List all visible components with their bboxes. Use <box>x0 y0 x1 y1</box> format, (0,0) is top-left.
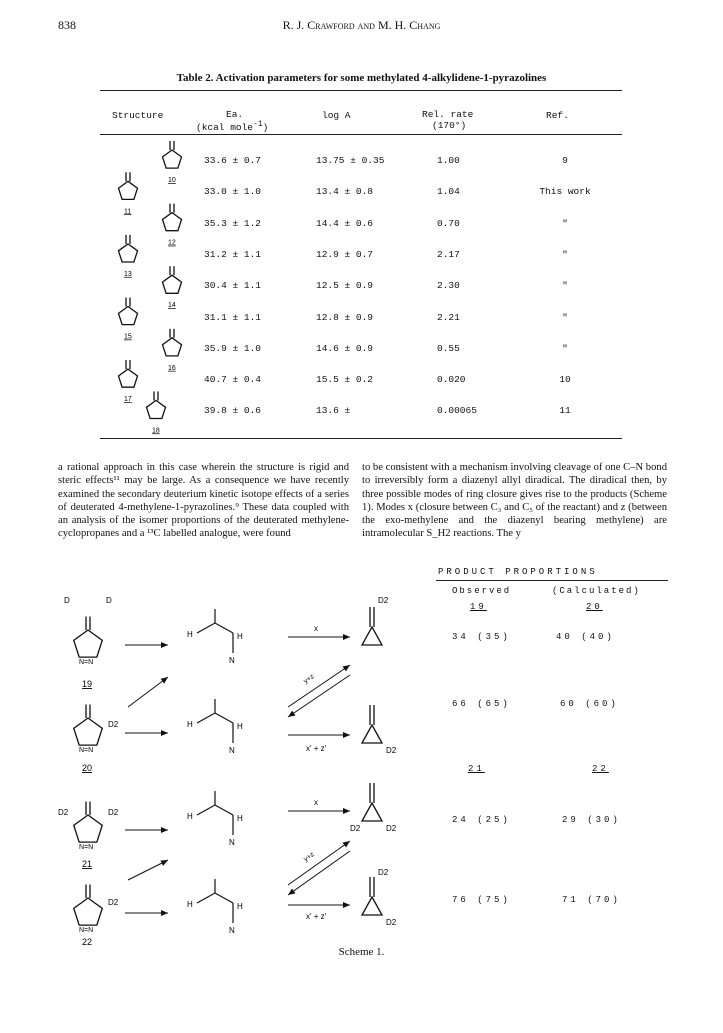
table-caption: Table 2. Activation parameters for some methylated 4-alkylidene-1-pyrazolines <box>176 72 547 84</box>
body-text-left: a rational approach in this case wherein the structure is rigid and steric effects¹¹ may be large. As a consequence we have recently examined the secondary deuterium kinetic isotope effects of a series of deuterated 4-methylene-1-pyrazolines.⁹ These data coupled with an analysis of the isomer proportions of the deuterated methylene-cyclopropanes and a ¹³C labelled analogue, were found <box>58 462 349 540</box>
pyrazoline-ring <box>162 213 181 231</box>
product-proportions-header: PRODUCT PROPORTIONS <box>438 567 598 577</box>
cell-rel-rate: 2.21 <box>437 311 460 323</box>
pyrazoline-ring <box>118 244 137 262</box>
atom-d: D <box>106 596 112 605</box>
cell-log-a: 13.4 ± 0.8 <box>316 186 374 198</box>
col-ea: Ea. <box>226 109 244 120</box>
calc-value-cyclopropane-3: 29 (30) <box>562 815 621 825</box>
pyrazoline-ring <box>74 898 103 925</box>
nn-label: N=N <box>79 659 94 666</box>
arrow-y-1 <box>288 665 350 707</box>
cell-ea: 30.4 ± 1.1 <box>204 280 262 292</box>
obs-value-cyclopropane-2: 66 (65) <box>452 699 511 709</box>
compound-label: 18 <box>152 427 160 435</box>
arrow-19-diag-head <box>161 677 168 684</box>
cell-ref: " <box>562 280 568 292</box>
arrow-xz-1-head <box>343 732 350 738</box>
arrow-22-head <box>161 910 168 916</box>
arrow-xz-2-head <box>343 902 350 908</box>
scheme-caption: Scheme 1. <box>338 946 385 958</box>
cell-rel-rate: 0.00065 <box>437 405 477 417</box>
cell-ea: 33.6 ± 0.7 <box>204 155 262 166</box>
pyrazoline-ring <box>162 150 181 168</box>
atom-d2: D2 <box>378 596 389 605</box>
atom-d2: D2 <box>108 808 119 817</box>
atom-d2: D2 <box>108 720 119 729</box>
calc-compound-20: 20 <box>586 602 603 612</box>
atom-d: D <box>64 596 70 605</box>
obs-value-cyclopropane-3: 24 (25) <box>452 815 511 825</box>
obs-value-cyclopropane-1: 34 (35) <box>452 632 511 642</box>
compound-label: 15 <box>124 333 132 341</box>
cell-rel-rate: 0.70 <box>437 217 460 229</box>
cell-rel-rate: 2.17 <box>437 248 460 260</box>
intermediate-c-n: N <box>229 838 235 847</box>
atom-d2: D2 <box>58 808 69 817</box>
product-4-ring <box>362 897 382 915</box>
scheme-drawing <box>50 575 450 945</box>
cell-log-a: 12.5 ± 0.9 <box>316 280 374 292</box>
compound-20-label: 20 <box>82 763 93 773</box>
intermediate-c-h: H <box>237 814 243 823</box>
atom-d2: D2 <box>108 898 119 907</box>
cell-log-a: 12.9 ± 0.7 <box>316 248 374 260</box>
cell-rel-rate: 0.55 <box>437 342 460 354</box>
obs-compound-21: 21 <box>468 764 485 774</box>
product-1-ring <box>362 627 382 645</box>
cell-ref: " <box>562 248 568 260</box>
cell-ref: 11 <box>559 405 571 417</box>
label-xz: x' + z' <box>306 744 327 753</box>
intermediate-a-n: N <box>229 656 235 665</box>
arrow-x-2-head <box>343 808 350 814</box>
compound-label: 10 <box>168 177 176 184</box>
atom-d2: D2 <box>378 868 389 877</box>
intermediate-c-h: H <box>187 812 193 821</box>
compound-19-label: 19 <box>82 679 93 689</box>
cell-rel-rate: 2.30 <box>437 280 460 292</box>
arrow-y-2b-head <box>288 889 295 895</box>
atom-d2: D2 <box>386 824 397 833</box>
calculated-label: (Calculated) <box>552 586 641 596</box>
obs-compound-19: 19 <box>470 602 487 612</box>
table-bottom-rule <box>100 438 622 439</box>
intermediate-a-h: H <box>187 630 193 639</box>
compound-21-label: 21 <box>82 859 93 869</box>
compound-label: 17 <box>124 396 132 404</box>
calc-value-cyclopropane-1: 40 (40) <box>556 632 615 642</box>
intermediate-b-h: H <box>237 722 243 731</box>
col-structure: Structure <box>112 110 164 121</box>
cell-log-a: 12.8 ± 0.9 <box>316 311 374 323</box>
page-number: 838 <box>58 18 76 32</box>
intermediate-b-n: N <box>229 746 235 755</box>
cell-log-a: 13.75 ± 0.35 <box>316 155 385 166</box>
running-head: R. J. Crawford and M. H. Chang <box>282 18 441 32</box>
col-loga: log A <box>322 110 351 121</box>
arrow-y-1b <box>288 675 350 717</box>
cell-ea: 31.2 ± 1.1 <box>204 248 262 260</box>
calc-value-cyclopropane-4: 71 (70) <box>562 895 621 905</box>
pyrazoline-ring <box>74 630 103 657</box>
product-2-ring <box>362 725 382 743</box>
intermediate-b-allyl <box>197 713 233 723</box>
table-structures <box>100 138 200 438</box>
pyrazoline-ring <box>118 307 137 325</box>
cell-ref: " <box>562 342 568 354</box>
compound-label: 16 <box>168 364 176 372</box>
body-text-right: to be consistent with a mechanism involving cleavage of one C–N bond to irreversibly form a diazenyl allyl diradical. The diradical then, by three possible modes of ring closure gives rise to the products (Scheme 1). Modes x (closure between C₃ and C₅ of the reactant) and z (between the exo-methylene and the diazenyl bearing methylene) are intramolecular S_H2 reactions. The y <box>362 462 667 540</box>
col-rel-sub: (170°) <box>432 120 467 131</box>
cell-ref: This work <box>539 186 591 198</box>
pyrazoline-ring <box>74 815 103 842</box>
arrow-21-head <box>161 827 168 833</box>
product-3-ring <box>362 803 382 821</box>
intermediate-a-allyl <box>197 623 233 633</box>
col-rel: Rel. rate <box>422 109 474 120</box>
col-ea-unit: (kcal mole$^{-1}$) <box>196 120 269 134</box>
pyrazoline-ring <box>162 275 181 293</box>
arrow-y-1b-head <box>288 711 295 717</box>
cell-ref: 9 <box>562 155 568 166</box>
arrow-x-1-head <box>343 634 350 640</box>
intermediate-a-h: H <box>237 632 243 641</box>
cell-ref: " <box>562 311 568 323</box>
cell-ea: 40.7 ± 0.4 <box>204 374 262 386</box>
cell-ea: 35.3 ± 1.2 <box>204 217 262 229</box>
arrow-20-head <box>161 730 168 736</box>
pyrazoline-ring <box>162 338 181 356</box>
nn-label: N=N <box>79 747 94 754</box>
label-xz: x' + z' <box>306 912 327 921</box>
cell-ea: 33.0 ± 1.0 <box>204 186 262 198</box>
atom-d2: D2 <box>386 918 397 927</box>
arrow-y-1-head <box>343 665 350 671</box>
compound-22-label: 22 <box>82 937 93 945</box>
nn-label: N=N <box>79 927 94 934</box>
pyrazoline-ring <box>118 181 137 199</box>
cell-rel-rate: 1.04 <box>437 186 460 198</box>
compound-label: 11 <box>124 208 132 216</box>
cell-log-a: 15.5 ± 0.2 <box>316 374 374 386</box>
cell-log-a: 14.4 ± 0.6 <box>316 217 374 229</box>
col-ref: Ref. <box>546 110 569 121</box>
table-header-rule <box>100 134 622 135</box>
pyrazoline-ring <box>146 400 165 418</box>
atom-d2: D2 <box>350 824 361 833</box>
arrow-y-2-head <box>343 841 350 847</box>
compound-label: 12 <box>168 239 176 247</box>
scheme-header-rule <box>436 580 668 581</box>
cell-ref: " <box>562 217 568 229</box>
pyrazoline-ring <box>118 369 137 387</box>
cell-ea: 39.8 ± 0.6 <box>204 405 262 417</box>
intermediate-b-h: H <box>187 720 193 729</box>
observed-label: Observed <box>452 586 512 596</box>
cell-log-a: 13.6 ± <box>316 405 351 417</box>
cell-log-a: 14.6 ± 0.9 <box>316 342 374 354</box>
calc-value-cyclopropane-2: 60 (60) <box>560 699 619 709</box>
arrow-y-2 <box>288 841 350 885</box>
intermediate-d-h: H <box>237 902 243 911</box>
label-yz: y+z <box>302 673 316 686</box>
arrow-19-diag <box>128 677 168 707</box>
atom-d2: D2 <box>386 746 397 755</box>
cell-rel-rate: 1.00 <box>437 155 460 166</box>
cell-ref: 10 <box>559 374 571 386</box>
intermediate-d-h: H <box>187 900 193 909</box>
nn-label: N=N <box>79 844 94 851</box>
obs-value-cyclopropane-4: 76 (75) <box>452 895 511 905</box>
label-x: x <box>314 798 318 807</box>
intermediate-d-n: N <box>229 926 235 935</box>
arrow-19-head <box>161 642 168 648</box>
compound-label: 14 <box>168 302 176 310</box>
label-yz: y+z <box>302 851 316 864</box>
label-x: x <box>314 624 318 633</box>
intermediate-d-allyl <box>197 893 233 903</box>
calc-compound-22: 22 <box>592 764 609 774</box>
table-top-rule <box>100 90 622 91</box>
compound-label: 13 <box>124 270 132 278</box>
pyrazoline-ring <box>74 718 103 745</box>
cell-ea: 31.1 ± 1.1 <box>204 311 262 323</box>
arrow-y-2b <box>288 851 350 895</box>
cell-ea: 35.9 ± 1.0 <box>204 342 262 354</box>
intermediate-c-allyl <box>197 805 233 815</box>
cell-rel-rate: 0.020 <box>437 374 466 386</box>
